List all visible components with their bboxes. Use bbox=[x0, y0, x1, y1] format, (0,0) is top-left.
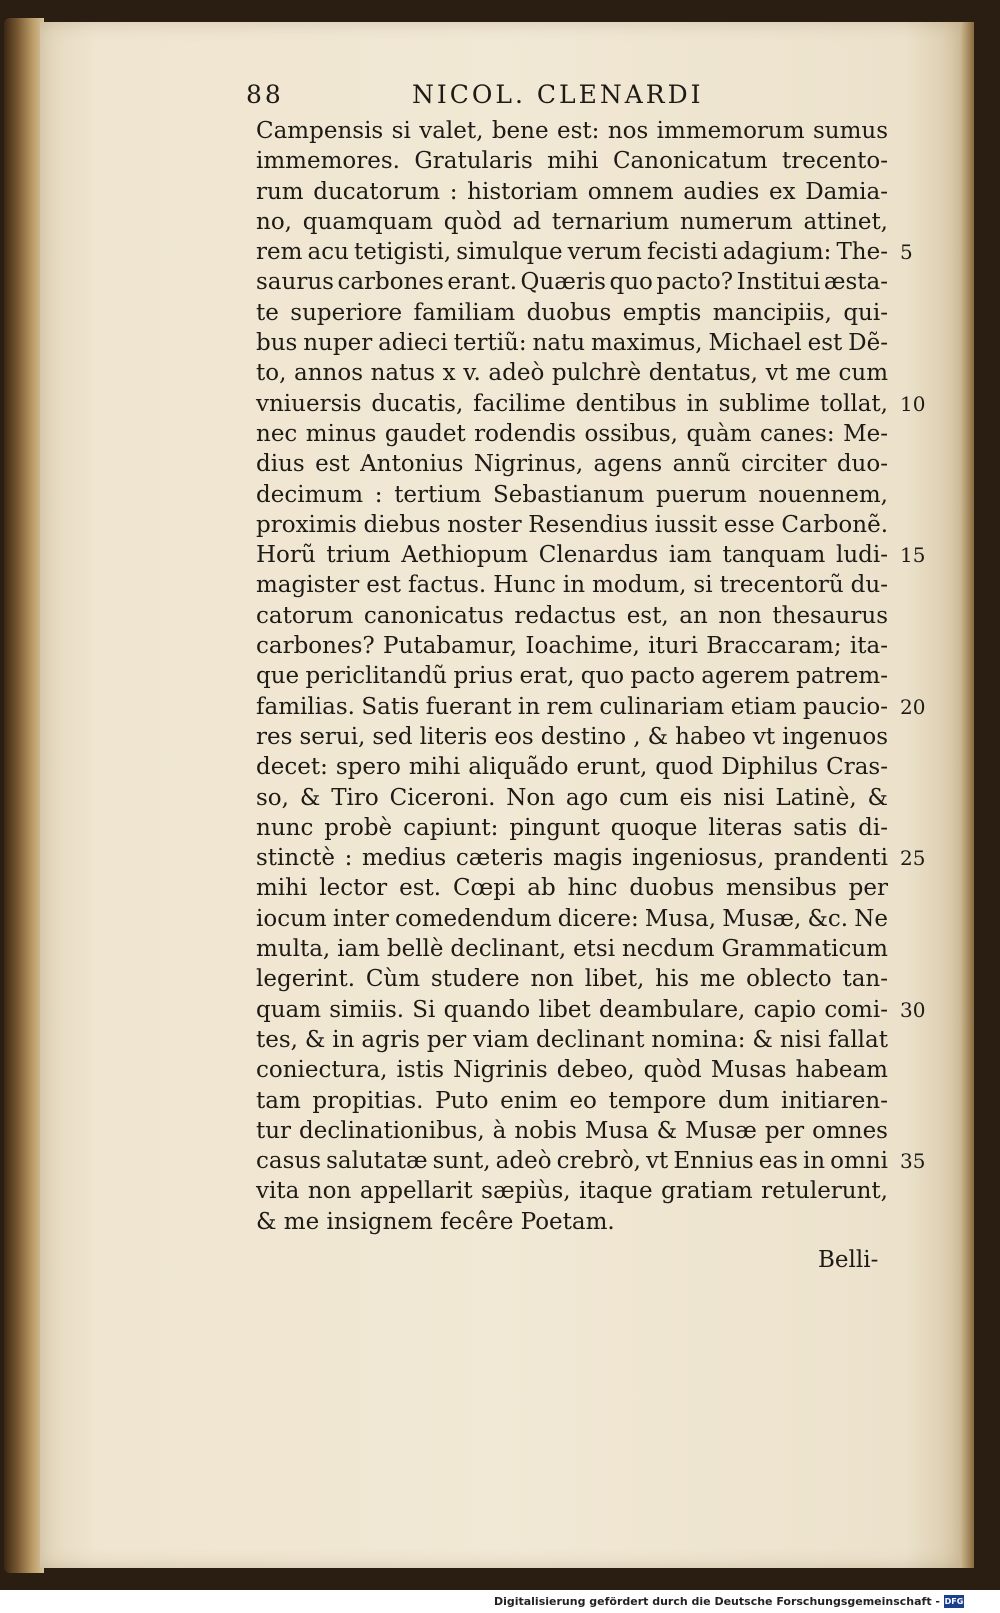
text-line bbox=[256, 480, 896, 510]
text-line bbox=[256, 1116, 896, 1146]
text-line bbox=[256, 813, 896, 843]
text-line bbox=[256, 995, 926, 1025]
text-line bbox=[256, 237, 913, 267]
line-text: so, & Tiro Ciceroni. Non ago cum eis nisi Latinè, & bbox=[256, 784, 888, 811]
line-text: tur declinationibus, à nobis Musa & Musæ per omnes bbox=[256, 1117, 888, 1144]
line-text: magister est factus. Hunc in modum, si trecentorũ du- bbox=[256, 572, 888, 599]
catchword: Belli- bbox=[818, 1247, 879, 1273]
text-line bbox=[256, 419, 896, 449]
page-number: 88 bbox=[246, 80, 284, 109]
line-text: & me insignem fecêre Poetam. bbox=[256, 1208, 615, 1235]
line-number: 25 bbox=[900, 846, 926, 871]
text-line bbox=[256, 358, 896, 388]
text-line bbox=[256, 389, 926, 419]
text-line bbox=[256, 692, 926, 722]
line-number: 5 bbox=[900, 240, 913, 265]
text-line bbox=[256, 207, 896, 237]
line-text: casus salutatæ sunt, adeò crebrò, vt Ennius eas in omni bbox=[256, 1148, 888, 1175]
text-line bbox=[256, 146, 896, 176]
line-text: dius est Antonius Nigrinus, agens annũ circiter duo- bbox=[256, 451, 888, 478]
dfg-logo: DFG bbox=[944, 1597, 964, 1606]
line-text: vita non appellarit sæpiùs, itaque gratiam retulerunt, bbox=[256, 1178, 888, 1205]
text-line bbox=[256, 116, 896, 146]
line-text: mihi lector est. Cœpi ab hinc duobus mensibus per bbox=[256, 875, 888, 902]
line-text: saurus carbones erant. Quæris quo pacto? Institui æsta- bbox=[256, 269, 888, 296]
funding-credit: Digitalisierung gefördert durch die Deutsche Forschungsgemeinschaft - bbox=[493, 1595, 940, 1608]
line-text: catorum canonicatus redactus est, an non thesaurus bbox=[256, 602, 888, 629]
page-edge-shadow bbox=[960, 22, 974, 1568]
line-text: tes, & in agris per viam declinant nomina: & nisi fallat bbox=[256, 1026, 888, 1053]
line-text: vniuersis ducatis, facilime dentibus in sublime tollat, bbox=[256, 390, 888, 417]
text-line bbox=[256, 328, 896, 358]
line-text: decimum : tertium Sebastianum puerum nouennem, bbox=[256, 481, 888, 508]
text-line bbox=[256, 540, 926, 570]
text-line bbox=[256, 631, 896, 661]
line-text: carbones? Putabamur, Ioachime, ituri Braccaram; ita- bbox=[256, 633, 888, 660]
line-text: familias. Satis fuerant in rem culinariam etiam paucio- bbox=[256, 693, 888, 720]
text-line bbox=[256, 904, 896, 934]
line-text: quam simiis. Si quando libet deambulare, capio comi- bbox=[256, 996, 888, 1023]
line-text: que periclitandũ prius erat, quo pacto agerem patrem- bbox=[256, 663, 888, 690]
line-text: Campensis si valet, bene est: nos immemorum sumus bbox=[256, 118, 888, 144]
line-text: rum ducatorum : historiam omnem audies ex Damia- bbox=[256, 178, 888, 205]
book-binding-edge bbox=[4, 18, 44, 1573]
line-text: bus nuper adieci tertiũ: natu maximus, Michael est Dẽ- bbox=[256, 330, 888, 357]
digitization-footer bbox=[0, 1593, 1000, 1613]
text-line bbox=[256, 449, 896, 479]
text-line bbox=[256, 601, 896, 631]
text-line bbox=[256, 964, 896, 994]
text-line bbox=[256, 934, 896, 964]
text-line bbox=[256, 1176, 896, 1206]
running-head bbox=[0, 80, 1000, 116]
text-line bbox=[256, 267, 896, 297]
line-number: 30 bbox=[900, 997, 926, 1022]
text-line bbox=[256, 1086, 896, 1116]
line-text: Horũ trium Aethiopum Clenardus iam tanquam ludi- bbox=[256, 542, 888, 569]
line-text: te superiore familiam duobus emptis mancipiis, qui- bbox=[256, 299, 888, 326]
line-number: 15 bbox=[900, 543, 926, 568]
line-text: no, quamquam quòd ad ternarium numerum attinet, bbox=[256, 208, 888, 235]
line-text: iocum inter comedendum dicere: Musa, Musæ, &c. Ne bbox=[256, 905, 888, 932]
text-line bbox=[256, 570, 896, 600]
line-text: multa, iam bellè declinant, etsi necdum Grammaticum bbox=[256, 936, 888, 963]
line-text: proximis diebus noster Resendius iussit esse Carbonẽ. bbox=[256, 511, 888, 538]
line-number: 10 bbox=[900, 391, 926, 416]
text-line bbox=[256, 843, 926, 873]
line-number: 20 bbox=[900, 694, 926, 719]
line-text: nunc probè capiunt: pingunt quoque literas satis di- bbox=[256, 814, 888, 841]
line-text: decet: spero mihi aliquãdo erunt, quod Diphilus Cras- bbox=[256, 754, 888, 781]
line-text: rem acu tetigisti, simulque verum fecisti adagium: The- bbox=[256, 239, 888, 266]
line-number: 35 bbox=[900, 1149, 926, 1174]
text-line bbox=[256, 510, 896, 540]
line-text: stinctè : medius cæteris magis ingeniosus, prandenti bbox=[256, 845, 888, 872]
text-line bbox=[256, 1146, 926, 1176]
line-text: res serui, sed literis eos destino , & habeo vt ingenuos bbox=[256, 723, 888, 750]
text-line bbox=[256, 783, 896, 813]
line-text: nec minus gaudet rodendis ossibus, quàm canes: Me- bbox=[256, 420, 888, 447]
text-line bbox=[256, 752, 896, 782]
text-line bbox=[256, 661, 896, 691]
body-text bbox=[256, 116, 926, 1237]
text-line bbox=[256, 1207, 896, 1237]
text-line bbox=[256, 873, 896, 903]
line-text: coniectura, istis Nigrinis debeo, quòd Musas habeam bbox=[256, 1057, 888, 1084]
text-line bbox=[256, 298, 896, 328]
line-text: to, annos natus x v. adeò pulchrè dentatus, vt me cum bbox=[256, 360, 888, 387]
line-text: legerint. Cùm studere non libet, his me oblecto tan- bbox=[256, 966, 888, 993]
line-text: tam propitias. Puto enim eo tempore dum initiaren- bbox=[256, 1087, 888, 1114]
text-line bbox=[256, 1055, 896, 1085]
text-line bbox=[256, 1025, 896, 1055]
text-line bbox=[256, 722, 896, 752]
line-text: immemores. Gratularis mihi Canonicatum trecento- bbox=[256, 148, 888, 175]
text-line bbox=[256, 177, 896, 207]
running-title: NICOL. CLENARDI bbox=[412, 80, 704, 109]
